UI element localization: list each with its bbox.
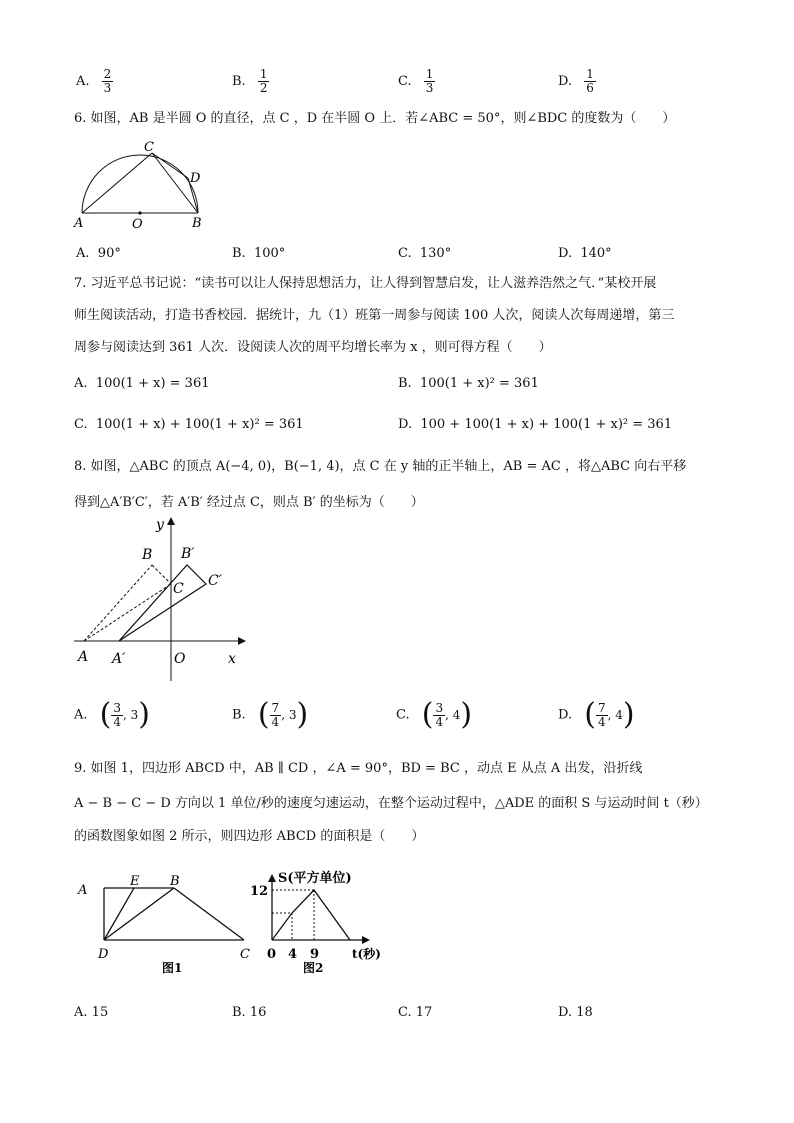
label-a: A: [74, 216, 84, 230]
fraction: $\frac{1}{2}$: [259, 67, 268, 95]
coordinate: ( $\frac{7}{4}$ , 3 ): [257, 697, 309, 732]
q6-option-a: A. 90°: [76, 246, 121, 261]
q5-option-b: [232, 68, 269, 95]
side-bc: [174, 888, 244, 940]
coordinate: ( $\frac{3}{4}$ , 4 ): [421, 697, 473, 732]
q8-option-d: D. ( $\frac{7}{4}$ , 4 ): [558, 697, 635, 732]
q6-option-d: D. 140°: [558, 246, 612, 261]
q8-stem-line-1: 8. 如图，△ABC 的顶点 A(−4, 0)，B(−1, 4)，点 C 在 y 轴的正半轴上，AB = AC ，将△ABC 向右平移: [74, 459, 687, 474]
option-letter: A.: [76, 74, 90, 89]
label-twelve: 12: [250, 884, 269, 899]
q8-option-b: B. ( $\frac{7}{4}$ , 3 ): [232, 697, 309, 732]
label-four: 4: [288, 947, 298, 962]
fraction: $\frac{1}{6}$: [586, 67, 594, 95]
q9-stem-line-2: A − B − C − D 方向以 1 单位/秒的速度匀速运动，在整个运动过程中，△ADE 的面积 S 与运动时间 t（秒）: [74, 796, 708, 811]
q6-figure: [72, 138, 212, 230]
q7-option-a: A. 100(1 + x) = 361: [74, 376, 210, 391]
y-axis-arrow: [167, 517, 175, 525]
label-a-prime: A′: [112, 651, 126, 667]
label-c: C: [144, 140, 154, 155]
triangle-a-prime-b-prime-c-prime: [119, 565, 206, 641]
q8-option-a: A. ( $\frac{3}{4}$ , 3 ): [74, 697, 151, 732]
label-o: O: [174, 651, 186, 667]
label-b: B: [170, 874, 180, 889]
s-axis-arrow: [268, 874, 276, 882]
q5-option-d: [558, 68, 596, 95]
dashed-bc: [152, 565, 171, 584]
s-t-graph: [272, 890, 350, 940]
label-b-prime: B′: [181, 546, 195, 562]
q8-option-c: C. ( $\frac{3}{4}$ , 4 ): [396, 697, 473, 732]
caption-figure-2: 图2: [303, 961, 324, 975]
dashed-ab: [84, 565, 152, 641]
option-letter: D.: [558, 74, 573, 89]
q7-stem-line-1: 7. 习近平总书记说：“读书可以让人保持思想活力，让人得到智慧启发，让人滋养浩然之气．”某校开展: [74, 276, 657, 291]
q9-figure-1: [74, 868, 264, 983]
q8-stem-line-2: 得到△A′B′C′，若 A′B′ 经过点 C，则点 B′ 的坐标为（ ）: [74, 495, 424, 510]
label-y: y: [156, 517, 164, 533]
option-letter: B.: [232, 74, 246, 89]
q7-stem-line-2: 师生阅读活动，打造书香校园．据统计，九（1）班第一周参与阅读 100 人次，阅读人次每周递增，第三: [74, 308, 675, 323]
segment-de: [104, 888, 134, 940]
label-zero: 0: [267, 947, 277, 962]
q9-option-c: C. 17: [398, 1005, 433, 1020]
label-c-prime: C′: [208, 573, 222, 589]
x-axis-arrow: [238, 637, 246, 645]
label-x: x: [228, 651, 236, 667]
option-letter: C.: [398, 74, 412, 89]
q5-option-c: [398, 68, 435, 95]
q5-option-a: [76, 68, 113, 95]
label-c: C: [173, 581, 184, 597]
fraction: $\frac{2}{3}$: [103, 67, 112, 95]
q6-stem: 6. 如图，AB 是半圆 O 的直径，点 C ，D 在半圆 O 上．若∠ABC = 50°，则∠BDC 的度数为（ ）: [74, 111, 676, 126]
diagonal-bd: [104, 888, 174, 940]
q8-figure: [70, 515, 250, 685]
label-d: D: [190, 171, 201, 186]
q6-option-b: B. 100°: [232, 246, 286, 261]
q9-stem-line-3: 的函数图象如图 2 所示，则四边形 ABCD 的面积是（ ）: [74, 829, 425, 844]
q9-option-d: D. 18: [558, 1005, 593, 1020]
label-b: B: [142, 547, 153, 563]
coordinate: ( $\frac{3}{4}$ , 3 ): [99, 697, 151, 732]
q9-option-b: B. 16: [232, 1005, 267, 1020]
label-o: O: [132, 217, 143, 230]
q9-figure-2: [248, 868, 398, 983]
label-b: B: [192, 216, 202, 230]
coordinate: ( $\frac{7}{4}$ , 4 ): [584, 697, 635, 732]
fraction: $\frac{1}{3}$: [425, 67, 434, 95]
chord-cd: [152, 153, 188, 178]
center-point: [138, 211, 141, 214]
q7-option-c: C. 100(1 + x) + 100(1 + x)² = 361: [74, 417, 304, 432]
label-s-axis: S(平方单位): [278, 871, 352, 886]
label-nine: 9: [310, 947, 320, 962]
t-axis-arrow: [362, 936, 370, 944]
label-d: D: [98, 947, 109, 962]
label-a: A: [78, 883, 88, 898]
q9-option-a: A. 15: [74, 1005, 109, 1020]
label-e: E: [130, 874, 140, 889]
label-t-axis: t(秒): [352, 947, 381, 961]
q7-option-b: B. 100(1 + x)² = 361: [398, 376, 539, 391]
chord-ac: [82, 153, 152, 213]
label-a: A: [78, 649, 89, 665]
q9-stem-line-1: 9. 如图 1，四边形 ABCD 中，AB ∥ CD ，∠A = 90°，BD = BC ，动点 E 从点 A 出发，沿折线: [74, 761, 643, 776]
q6-option-c: C. 130°: [398, 246, 452, 261]
caption-figure-1: 图1: [162, 961, 183, 975]
q7-stem-line-3: 周参与阅读达到 361 人次．设阅读人次的周平均增长率为 x ，则可得方程（ ）: [74, 340, 552, 355]
q7-option-d: D. 100 + 100(1 + x) + 100(1 + x)² = 361: [398, 417, 673, 432]
label-c: C: [240, 947, 250, 962]
